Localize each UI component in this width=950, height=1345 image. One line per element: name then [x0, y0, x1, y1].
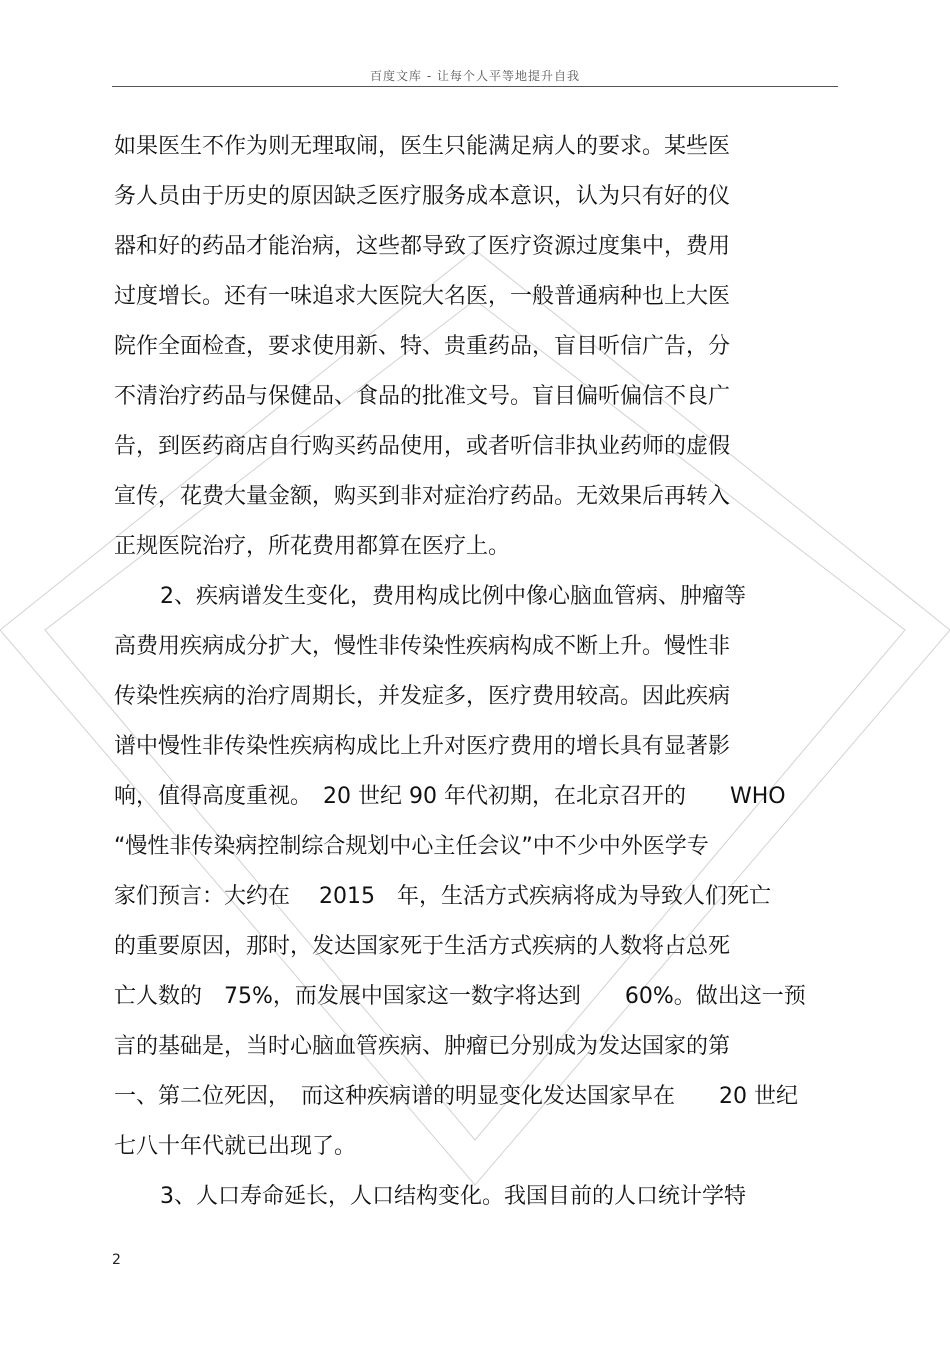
page-header: 百度文库 - 让每个人平等地提升自我	[370, 69, 580, 83]
text-line: 如果医生不作为则无理取闹，医生只能满足病人的要求。某些医	[114, 134, 731, 159]
text-line: 响，值得高度重视。 20 世纪 90 年代初期，在北京召开的 WHO	[114, 784, 786, 809]
text-line: 不清治疗药品与保健品、食品的批准文号。盲目偏听偏信不良广	[114, 384, 731, 409]
text-line: 一、第二位死因， 而这种疾病谱的明显变化发达国家早在 20 世纪	[114, 1084, 798, 1109]
header-divider	[112, 86, 838, 87]
text-line: 传染性疾病的治疗周期长，并发症多，医疗费用较高。因此疾病	[114, 684, 731, 709]
text-line: 高费用疾病成分扩大，慢性非传染性疾病构成不断上升。慢性非	[114, 634, 731, 659]
text-line: 过度增长。还有一味追求大医院大名医，一般普通病种也上大医	[114, 284, 731, 309]
paragraph-start-line: 3、人口寿命延长，人口结构变化。我国目前的人口统计学特	[160, 1184, 746, 1209]
text-line: “慢性非传染病控制综合规划中心主任会议”中不少中外医学专	[114, 834, 709, 859]
text-line: 七八十年代就已出现了。	[114, 1134, 357, 1159]
text-line: 务人员由于历史的原因缺乏医疗服务成本意识，认为只有好的仪	[114, 184, 731, 209]
page-number: 2	[112, 1252, 121, 1268]
text-line: 院作全面检查，要求使用新、特、贵重药品，盲目听信广告，分	[114, 334, 731, 359]
paragraph-start-line: 2、疾病谱发生变化，费用构成比例中像心脑血管病、肿瘤等	[160, 584, 746, 609]
text-line: 告，到医药商店自行购买药品使用，或者听信非执业药师的虚假	[114, 434, 731, 459]
text-line: 家们预言：大约在 2015 年，生活方式疾病将成为导致人们死亡	[114, 884, 771, 909]
text-line: 正规医院治疗，所花费用都算在医疗上。	[114, 534, 511, 559]
text-line: 宣传，花费大量金额，购买到非对症治疗药品。无效果后再转入	[114, 484, 731, 509]
text-line: 言的基础是，当时心脑血管疾病、肿瘤已分别成为发达国家的第	[114, 1034, 731, 1059]
text-line: 的重要原因，那时，发达国家死于生活方式疾病的人数将占总死	[114, 934, 731, 959]
text-line: 器和好的药品才能治病，这些都导致了医疗资源过度集中，费用	[114, 234, 731, 259]
text-line: 亡人数的 75%，而发展中国家这一数字将达到 60%。做出这一预	[114, 984, 806, 1009]
text-line: 谱中慢性非传染性疾病构成比上升对医疗费用的增长具有显著影	[114, 734, 731, 759]
watermark-diamond-inner	[45, 300, 905, 1140]
